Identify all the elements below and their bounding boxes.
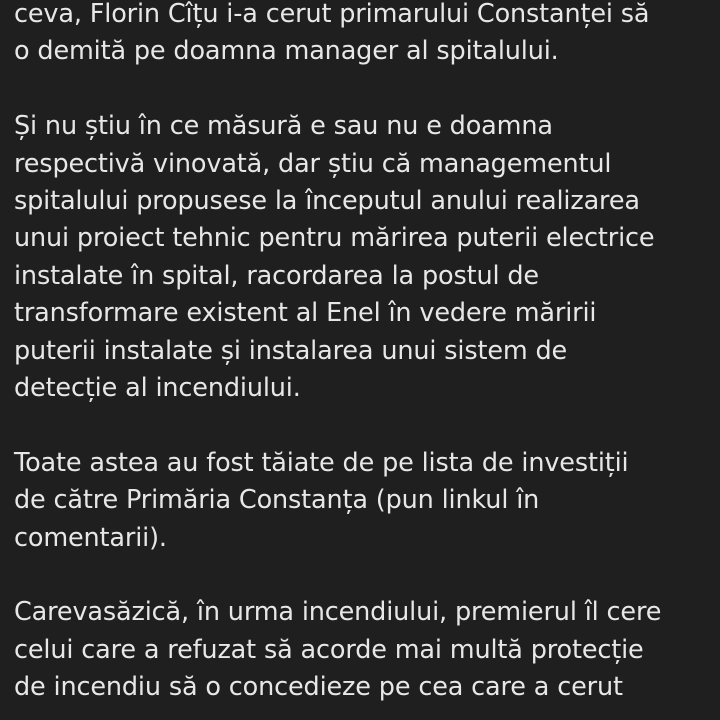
text-line: Toate astea au fost tăiate de pe lista de investiții [14,447,629,478]
text-line: Carevasăzică, în urma incendiului, premierul îl cere [14,597,662,628]
paragraph-2 [14,108,714,407]
paragraph-3 [14,445,714,557]
text-line: celui care a refuzat să acorde mai multă protecție [14,634,644,665]
text-line: respectivă vinovată, dar știu că managementul [14,148,612,179]
text-line: comentarii). [14,522,167,553]
text-line: Și nu știu în ce măsură e sau nu e doamna [14,111,553,142]
text-line: detecție al incendiului. [14,373,301,404]
text-line: spitalului propusese la începutul anului realizarea [14,186,640,217]
text-line: de incendiu să o concedieze pe cea care a cerut [14,672,623,703]
paragraph-1 [14,0,714,71]
text-line: unui proiect tehnic pentru mărirea puterii electrice [14,223,655,254]
text-line: puterii instalate și instalarea unui sistem de [14,335,568,366]
text-line: o demită pe doamna manager al spitalului. [14,36,559,67]
post-text [14,0,714,720]
text-line: transformare existent al Enel în vedere măririi [14,298,597,329]
paragraph-4 [14,594,714,706]
text-line: ceva, Florin Cîțu i-a cerut primarului Constanței să [14,0,650,29]
text-line: instalate în spital, racordarea la postul de [14,260,539,291]
text-line: de către Primăria Constanța (pun linkul în [14,485,540,516]
